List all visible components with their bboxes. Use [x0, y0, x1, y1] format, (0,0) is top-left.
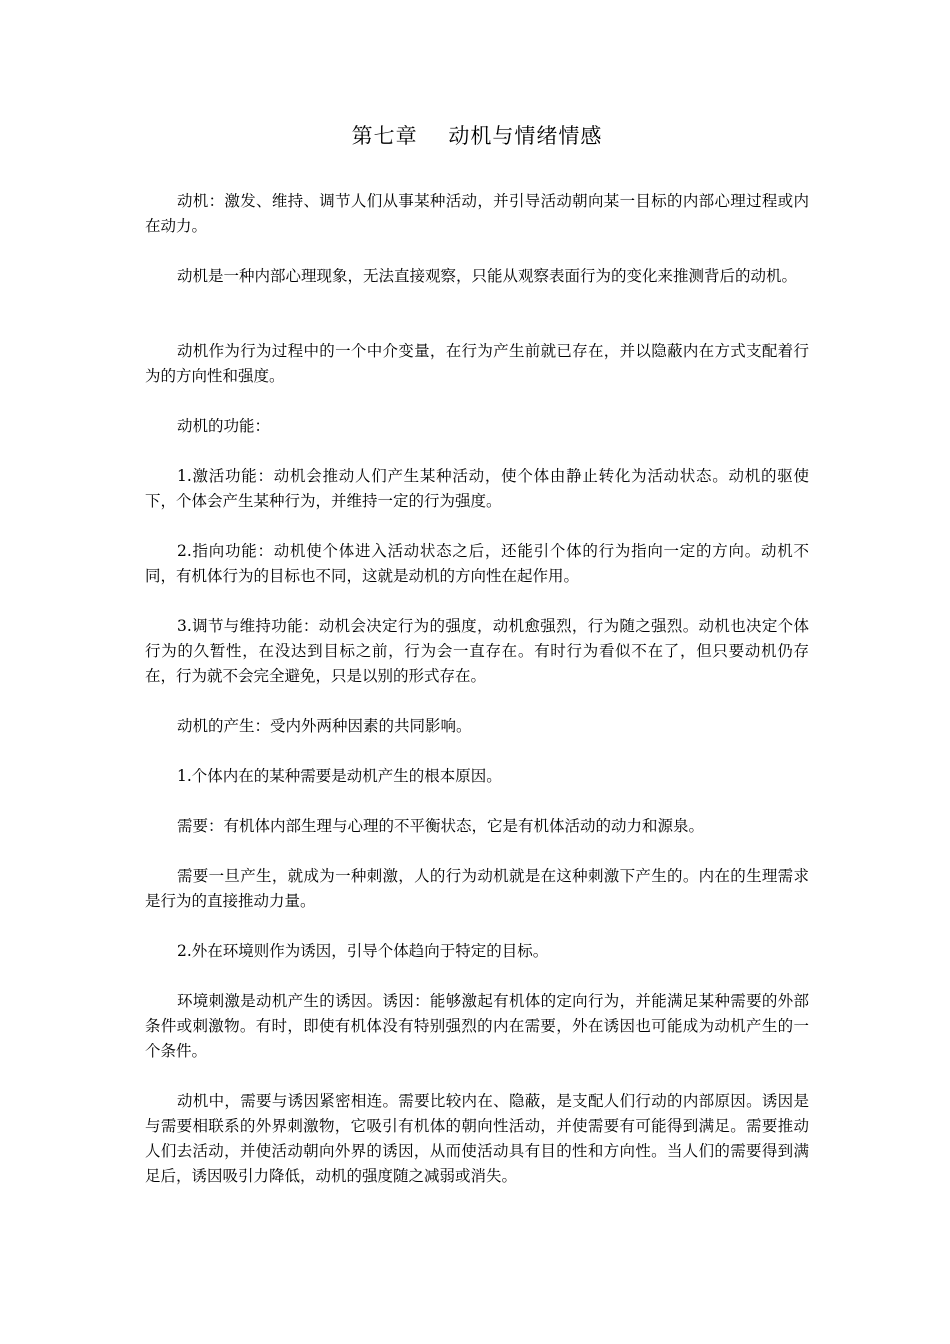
- paragraph-motive-internal: 动机是一种内部心理现象，无法直接观察，只能从观察表面行为的变化来推测背后的动机。: [177, 267, 798, 285]
- paragraph-regulation-function: 3.调节与维持功能：动机会决定行为的强度，动机愈强烈，行为随之强烈。动机也决定个体行为的久暂性，在没达到目标之前，行为会一直存在。有时行为看似不在了，但只要动机仍存在，行为就不会完全避免，只是以别的形式存在。: [145, 617, 809, 685]
- paragraph-incentive-definition: 环境刺激是动机产生的诱因。诱因：能够激起有机体的定向行为，并能满足某种需要的外部条件或刺激物。有时，即使有机体没有特别强烈的内在需要，外在诱因也可能成为动机产生的一个条件。: [145, 992, 809, 1060]
- paragraph-need-definition: 需要：有机体内部生理与心理的不平衡状态，它是有机体活动的动力和源泉。: [177, 817, 705, 835]
- paragraph-need-and-incentive: 动机中，需要与诱因紧密相连。需要比较内在、隐蔽，是支配人们行动的内部原因。诱因是与需要相联系的外界刺激物，它吸引有机体的朝向性活动，并使需要有可能得到满足。需要推动人们去活动，并使活动朝向外界的诱因，从而使活动具有目的性和方向性。当人们的需要得到满足后，诱因吸引力降低，动机的强度随之减弱或消失。: [145, 1092, 809, 1185]
- paragraph-motive-mediator: 动机作为行为过程中的一个中介变量，在行为产生前就已存在，并以隐蔽内在方式支配着行为的方向性和强度。: [145, 342, 809, 385]
- chapter-title: 第七章 动机与情绪情感: [351, 124, 603, 148]
- paragraph-motive-origin-heading: 动机的产生：受内外两种因素的共同影响。: [177, 717, 472, 735]
- paragraph-motive-functions-heading: 动机的功能：: [177, 417, 271, 435]
- paragraph-motive-definition: 动机：激发、维持、调节人们从事某种活动，并引导活动朝向某一目标的内部心理过程或内在动力。: [145, 192, 809, 235]
- paragraph-activation-function: 1.激活功能：动机会推动人们产生某种活动，使个体由静止转化为活动状态。动机的驱使下，个体会产生某种行为，并维持一定的行为强度。: [145, 467, 809, 510]
- paragraph-direction-function: 2.指向功能：动机使个体进入活动状态之后，还能引个体的行为指向一定的方向。动机不同，有机体行为的目标也不同，这就是动机的方向性在起作用。: [145, 542, 809, 585]
- paragraph-internal-need: 1.个体内在的某种需要是动机产生的根本原因。: [177, 767, 502, 785]
- paragraph-need-stimulus: 需要一旦产生，就成为一种刺激，人的行为动机就是在这种刺激下产生的。内在的生理需求是行为的直接推动力量。: [145, 867, 809, 910]
- paragraph-external-incentive: 2.外在环境则作为诱因，引导个体趋向于特定的目标。: [177, 942, 549, 960]
